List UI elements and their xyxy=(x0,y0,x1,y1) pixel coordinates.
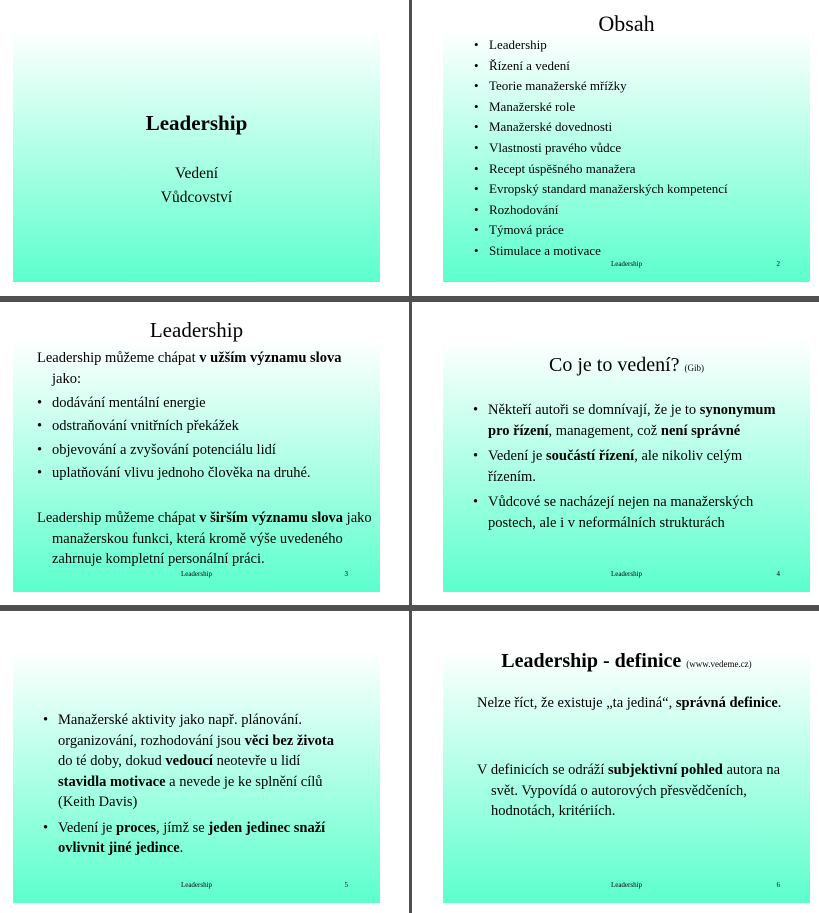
list-item: • Týmová práce xyxy=(474,220,728,241)
slide-3-paragraph-2: Leadership můžeme chápat v širším významu slova jako manažerskou funkci, která kromě výše uvedeného zahrnuje kompletní personální práci. xyxy=(37,510,372,567)
slide-6-footer: Leadership xyxy=(610,881,643,889)
list-item: • Manažerské aktivity jako např. plánování. organizování, rozhodování jsou věci bez života do té doby, dokud vedoucí neotevře u lidí stavidla motivace a nevede je ke splnění cílů (Keith Davis) xyxy=(43,710,343,813)
list-item: • Vůdcové se nacházejí nejen na manažerských postech, ale i v neformálních strukturách xyxy=(473,492,783,533)
list-item: • Leadership xyxy=(474,35,728,56)
slide-3-title: Leadership xyxy=(149,318,244,342)
list-item: • Vedení je součástí řízení, ale nikoliv celým řízením. xyxy=(473,446,783,487)
slide-1 xyxy=(13,29,380,282)
slide-4-page-number: 4 xyxy=(776,570,780,578)
list-item: • Vedení je proces, jímž se jeden jedinec snaží ovlivnit jiné jedince. xyxy=(43,818,343,859)
slide-5-list xyxy=(43,710,343,859)
slide-2-footer: Leadership xyxy=(610,260,643,268)
list-item: • dodávání mentální energie xyxy=(37,392,311,415)
slide-4-list xyxy=(473,400,783,533)
list-item: • Někteří autoři se domnívají, že je to synonymum pro řízení, management, což není správné xyxy=(473,400,783,441)
slide-1-line-1: Vedení xyxy=(174,165,219,182)
slide-4-title: Co je to vedení? (Gib) xyxy=(548,354,705,376)
list-item: • Recept úspěšného manažera xyxy=(474,159,728,180)
list-item: • Evropský standard manažerských kompetencí xyxy=(474,179,728,200)
slide-1-title: Leadership xyxy=(145,111,248,135)
contents-list xyxy=(474,35,728,262)
list-item: • Vlastnosti pravého vůdce xyxy=(474,138,728,159)
slide-2 xyxy=(443,11,810,282)
slide-5 xyxy=(13,650,380,903)
slide-6-title: Leadership - definice (www.vedeme.cz) xyxy=(501,650,752,672)
slide-5-footer: Leadership xyxy=(180,881,213,889)
slide-2-title: Obsah xyxy=(598,11,655,36)
slide-3-footer: Leadership xyxy=(180,570,213,578)
vertical-divider xyxy=(409,0,412,913)
slide-6 xyxy=(443,650,810,903)
list-item: • Rozhodování xyxy=(474,200,728,221)
list-item: • Manažerské role xyxy=(474,97,728,118)
slide-5-page-number: 5 xyxy=(344,881,348,889)
slide-3-page-number: 3 xyxy=(344,570,348,578)
list-item: • Stimulace a motivace xyxy=(474,241,728,262)
horizontal-divider-2 xyxy=(0,605,819,611)
list-item: • Manažerské dovednosti xyxy=(474,117,728,138)
slide-4-title-note: (Gib) xyxy=(684,363,705,373)
list-item: • Řízení a vedení xyxy=(474,56,728,77)
list-item: • objevování a zvyšování potenciálu lidí xyxy=(37,439,311,462)
list-item: • Teorie manažerské mřížky xyxy=(474,76,728,97)
slide-6-page-number: 6 xyxy=(776,881,780,889)
slide-2-page-number: 2 xyxy=(776,260,780,268)
slide-4-footer: Leadership xyxy=(610,570,643,578)
slide-3-paragraph-1: Leadership můžeme chápat v užším významu slova jako: xyxy=(37,350,342,387)
horizontal-divider-1 xyxy=(0,296,819,302)
slide-1-line-2: Vůdcovství xyxy=(160,189,233,206)
slide-3-list xyxy=(37,392,311,485)
slide-6-title-note: (www.vedeme.cz) xyxy=(686,659,752,669)
slide-4 xyxy=(443,339,810,592)
list-item: • uplatňování vlivu jednoho člověka na druhé. xyxy=(37,462,311,485)
slide-6-paragraph-2: V definicích se odráží subjektivní pohled autora na svět. Vypovídá o autorových přesvědčeních, hodnotách, kritériích. xyxy=(477,762,781,819)
list-item: • odstraňování vnitřních překážek xyxy=(37,415,311,438)
slide-6-paragraph-1: Nelze říct, že existuje „ta jediná“, správná definice. xyxy=(477,695,782,711)
slide-3 xyxy=(13,318,380,592)
